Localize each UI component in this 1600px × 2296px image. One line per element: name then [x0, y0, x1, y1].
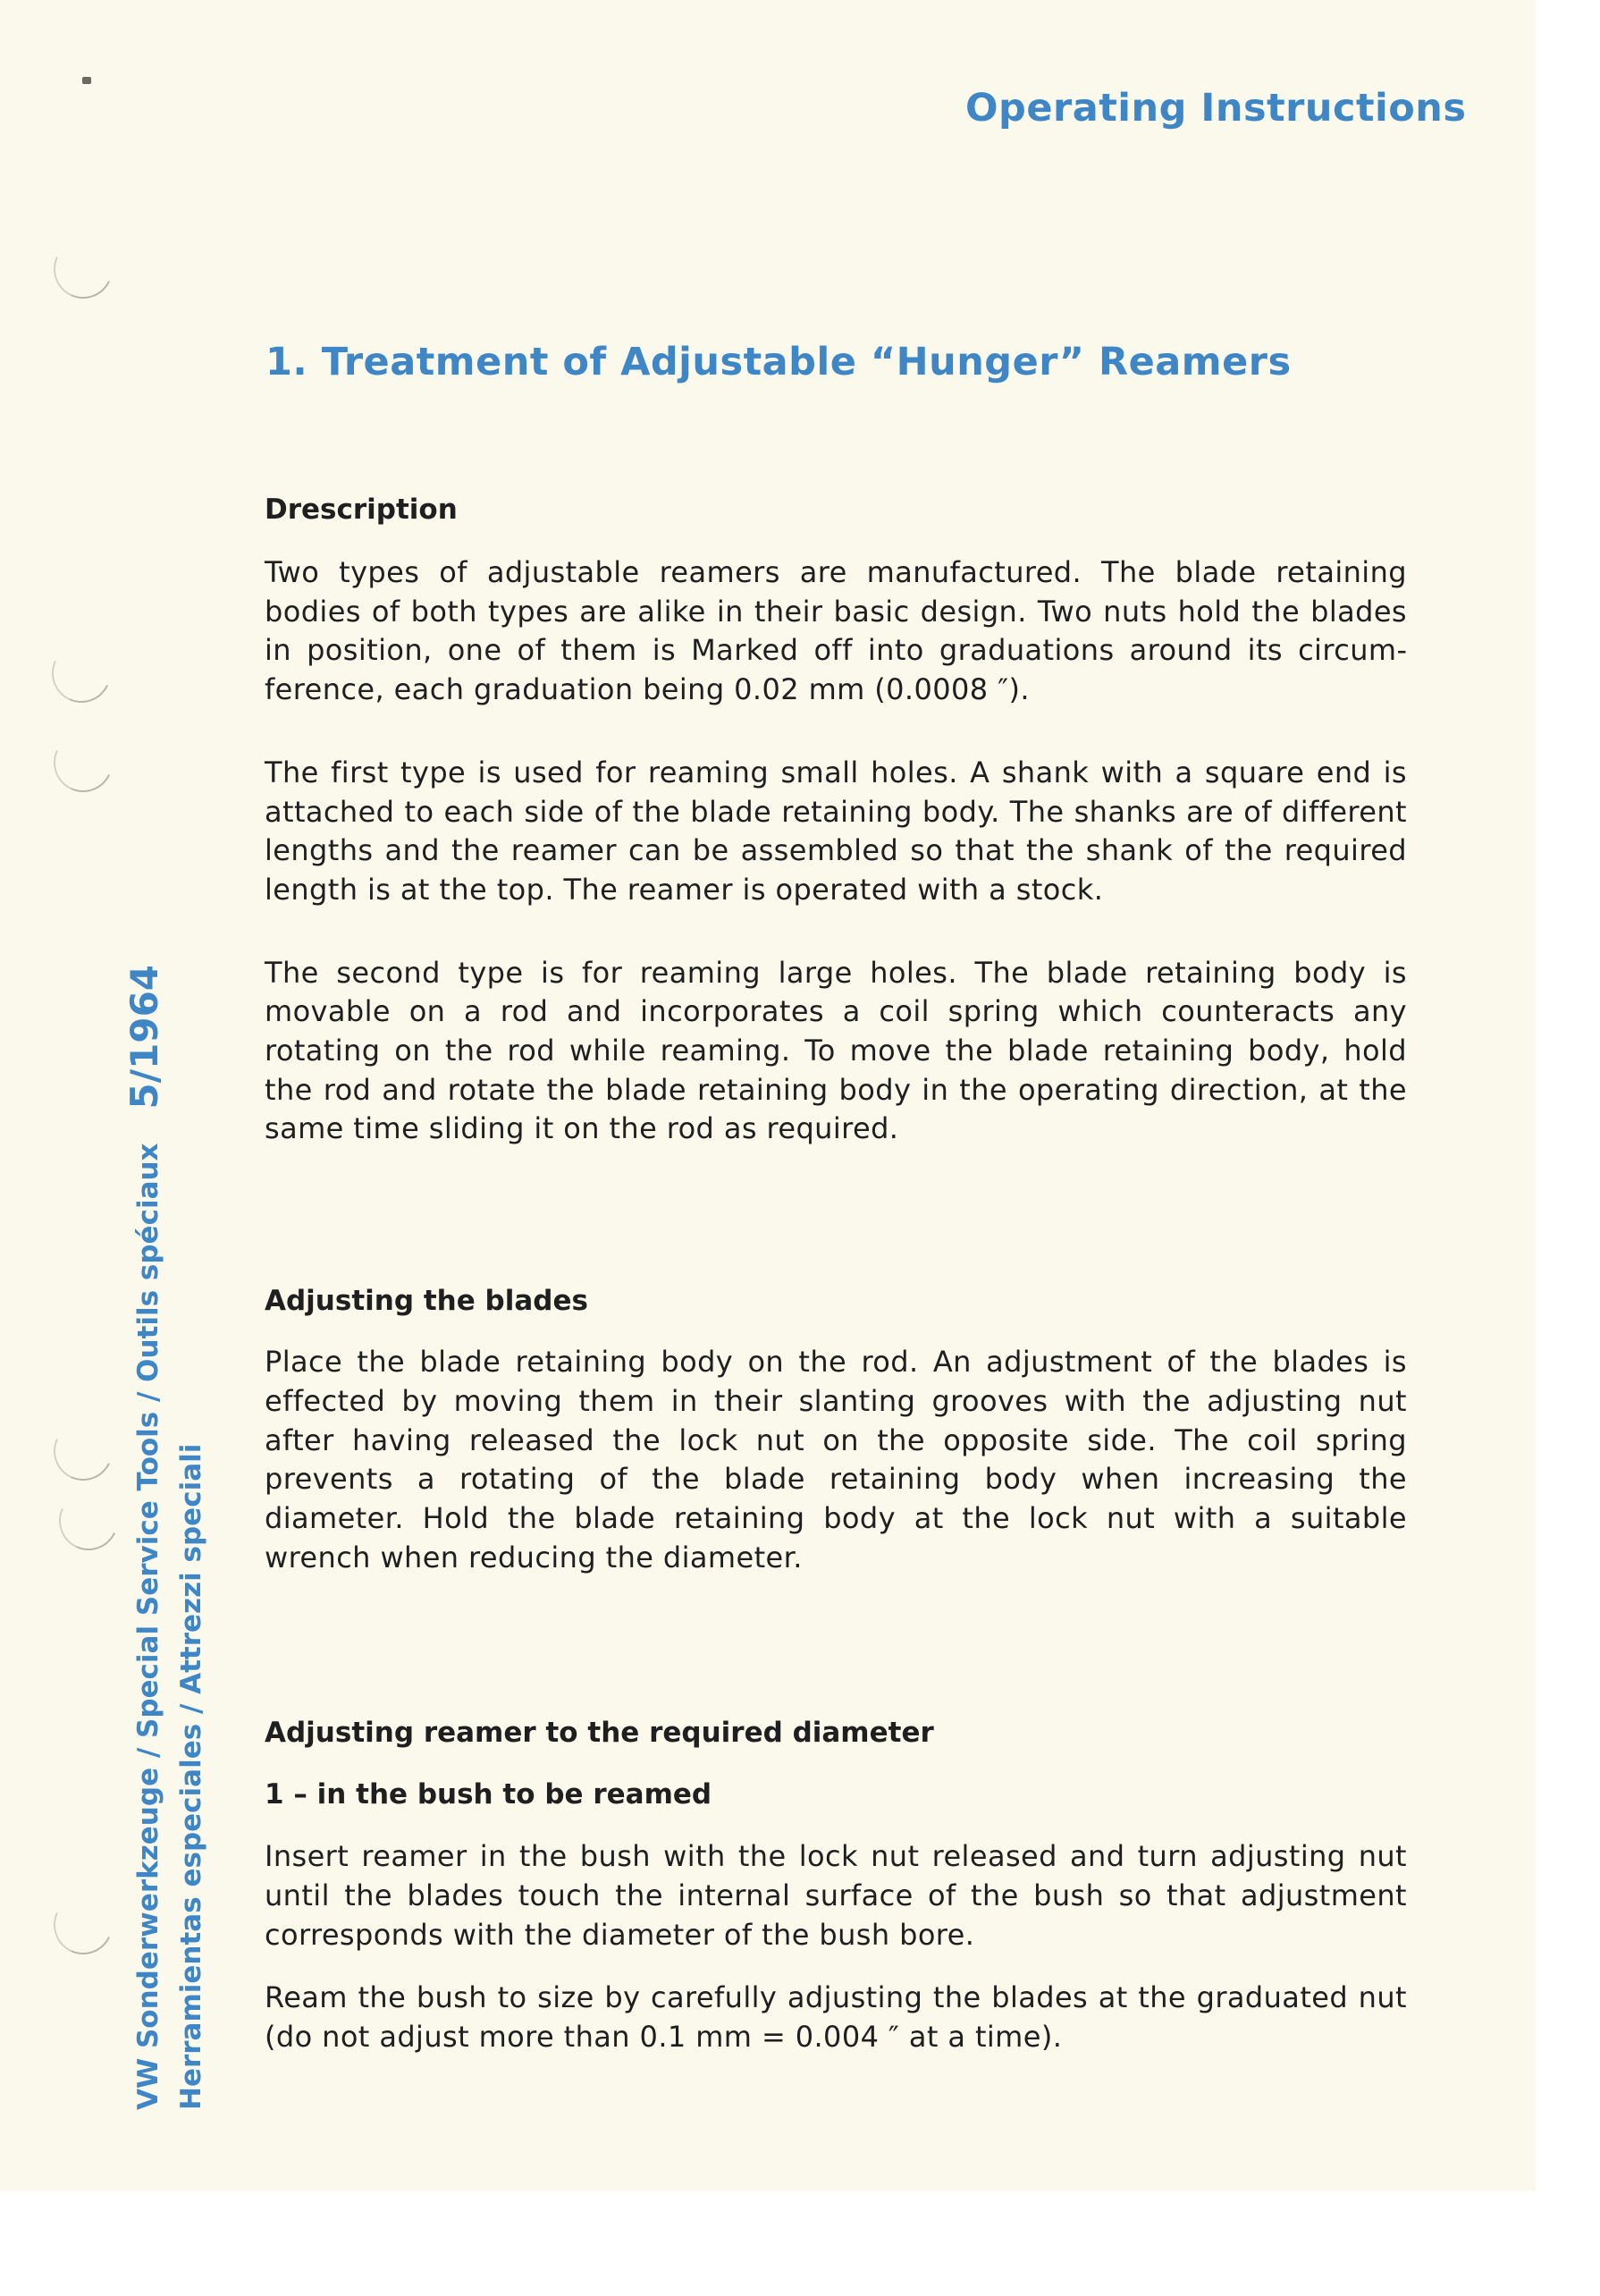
sidebar-vertical-text [123, 965, 213, 2110]
description-paragraph-2: The first type is used for reaming small holes. A shank with a square end is attached to each side of the blade retaining body. The shanks are of different lengths and the reamer can be assembled so that the shank of the required length is at the top. The reamer is operated with a stock. [265, 755, 1407, 907]
header-title: Operating Instructions [965, 86, 1467, 131]
sidebar-tools-title: VW Sonderwerkzeuge / Special Service Tools / Outils spéciaux [132, 1143, 164, 2110]
description-paragraph-1: Two types of adjustable reamers are manufactured. The blade retaining bodies of both types are alike in their basic design. Two nuts hold the blades in position, one of them is Marked off into graduations around its circumference, each graduation being 0.02 mm (0.0008 ″). [265, 555, 1407, 707]
sidebar-year: 5/1964 [122, 964, 166, 1110]
adjusting-reamer-paragraph-2: Ream the bush to size by carefully adjusting the blades at the graduated nut (do not adjust more than 0.1 mm = 0.004 ″ at a time). [265, 1980, 1407, 2055]
section-heading-adjusting-reamer: Adjusting reamer to the required diameter [265, 1717, 934, 1750]
section-heading-adjusting-blades: Adjusting the blades [265, 1285, 588, 1318]
sidebar-line-2: Herramientas especiales / Attrezzi speciali [175, 1443, 207, 2110]
description-paragraph-3: The second type is for reaming large holes. The blade retaining body is movable on a rod and incorporates a coil spring which counteracts any rotating on the rod while reaming. To move the blade retaining body, hold the rod and rotate the blade retaining body in the operating direction, at the same time sliding it on the rod as required. [265, 955, 1407, 1146]
page-title: 1. Treatment of Adjustable “Hunger” Reamers [265, 340, 1292, 384]
sidebar-line-1 [123, 965, 170, 2110]
subheading-in-bush: 1 – in the bush to be reamed [265, 1778, 712, 1811]
document-body [265, 492, 1407, 2057]
adjusting-blades-paragraph: Place the blade retaining body on the rod. An adjustment of the blades is effected by moving them in their slanting grooves with the adjusting nut after having released the lock nut on the opposite side. The coil spring prevents a rotating of the blade retaining body when increasing the diameter. Hold the blade retaining body at the lock nut with a suitable wrench when reducing the diameter. [265, 1345, 1407, 1574]
section-heading-description: Drescription [265, 494, 458, 526]
page-mark [82, 77, 91, 84]
adjusting-reamer-paragraph-1: Insert reamer in the bush with the lock nut released and turn adjusting nut until the blades touch the internal surface of the bush so that adjustment corresponds with the diameter of the bush bore. [265, 1839, 1407, 1952]
